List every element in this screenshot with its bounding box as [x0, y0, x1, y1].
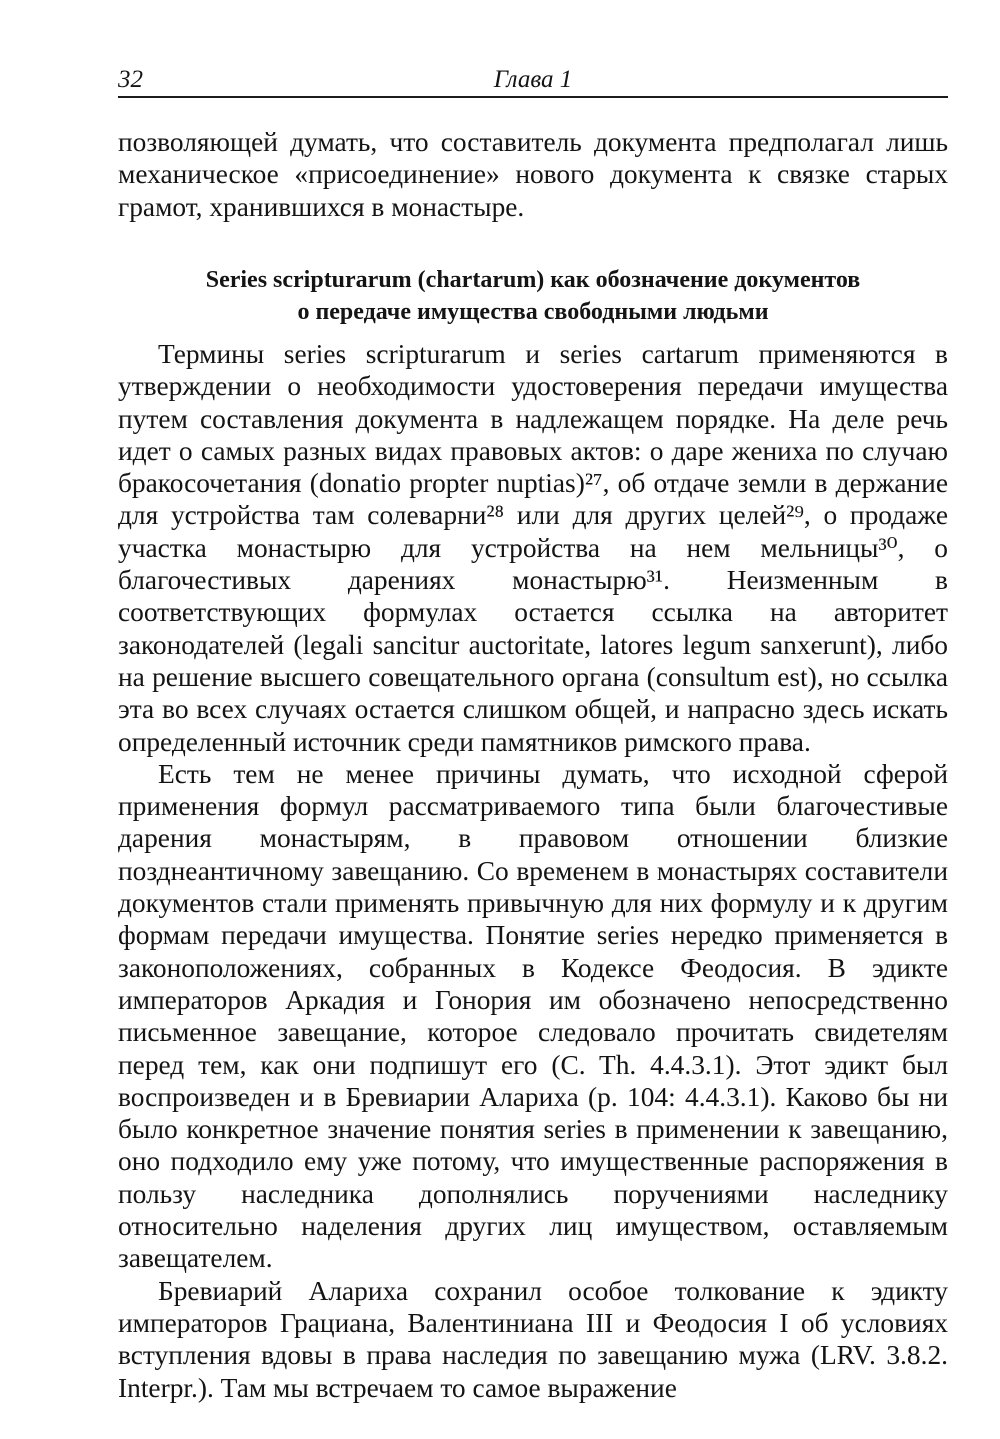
section-heading-line-2: о передаче имущества свободными людьми	[297, 299, 769, 325]
intro-block	[118, 126, 948, 223]
paragraph-1: Термины series scripturarum и series cartarum применяются в утверждении о необходимости удостоверения передачи имущества путем составления документа в надлежащем порядке. На деле речь идет о самых разных видах правовых актов: о даре жениха по случаю бракосочетания (donatio propter nuptias)²⁷, об отдаче земли в держание для устройства там солеварни²⁸ или для других целей²⁹, о продаже участка монастырю для устройства на нем мельницы³⁰, о благочестивых дарениях монастырю³¹. Неизменным в соответствующих формулах остается ссылка на авторитет законодателей (legali sancitur auctoritate, latores legum sanxerunt), либо на решение высшего совещательного органа (consultum est), но ссылка эта во всех случаях остается слишком общей, и напрасно здесь искать определенный источник среди памятников римского права.	[118, 339, 948, 757]
paragraph-2: Есть тем не менее причины думать, что исходной сферой применения формул рассматриваемого типа были благочестивые дарения монастырям, в правовом отношении близкие позднеантичному завещанию. Со временем в монастырях составители документов стали применять привычную для них формулу и к другим формам передачи имущества. Понятие series нередко применяется в законоположениях, собранных в Кодексе Феодосия. В эдикте императоров Аркадия и Гонория им обозначено непосредственно письменное завещание, которое следовало прочитать свидетелям перед тем, как они подпишут его (C. Th. 4.4.3.1). Этот эдикт был воспроизведен и в Бревиарии Алариха (p. 104: 4.4.3.1). Каково бы ни было конкретное значение понятия series в применении к завещанию, оно подходило ему уже потому, что имущественные распоряжения в пользу наследника дополнялись поручениями наследнику относительно наделения других лиц имуществом, оставляемым завещателем.	[118, 758, 948, 1274]
body-text	[118, 338, 948, 1404]
chapter-title: Глава 1	[493, 66, 573, 93]
section-heading	[118, 264, 948, 328]
section-heading-line-1: Series scripturarum (chartarum) как обозначение документов	[205, 267, 861, 293]
intro-paragraph: позволяющей думать, что составитель документа предполагал лишь механическое «присоединение» нового документа к связке старых грамот, хранившихся в монастыре.	[118, 127, 948, 222]
running-head	[118, 66, 948, 98]
page-number: 32	[118, 66, 143, 93]
paragraph-3: Бревиарий Алариха сохранил особое толкование к эдикту императоров Грациана, Валентиниана III и Феодосия I об условиях вступления вдовы в права наследия по завещанию мужа (LRV. 3.8.2. Interpr.). Там мы встречаем то самое выражение	[118, 1275, 948, 1403]
